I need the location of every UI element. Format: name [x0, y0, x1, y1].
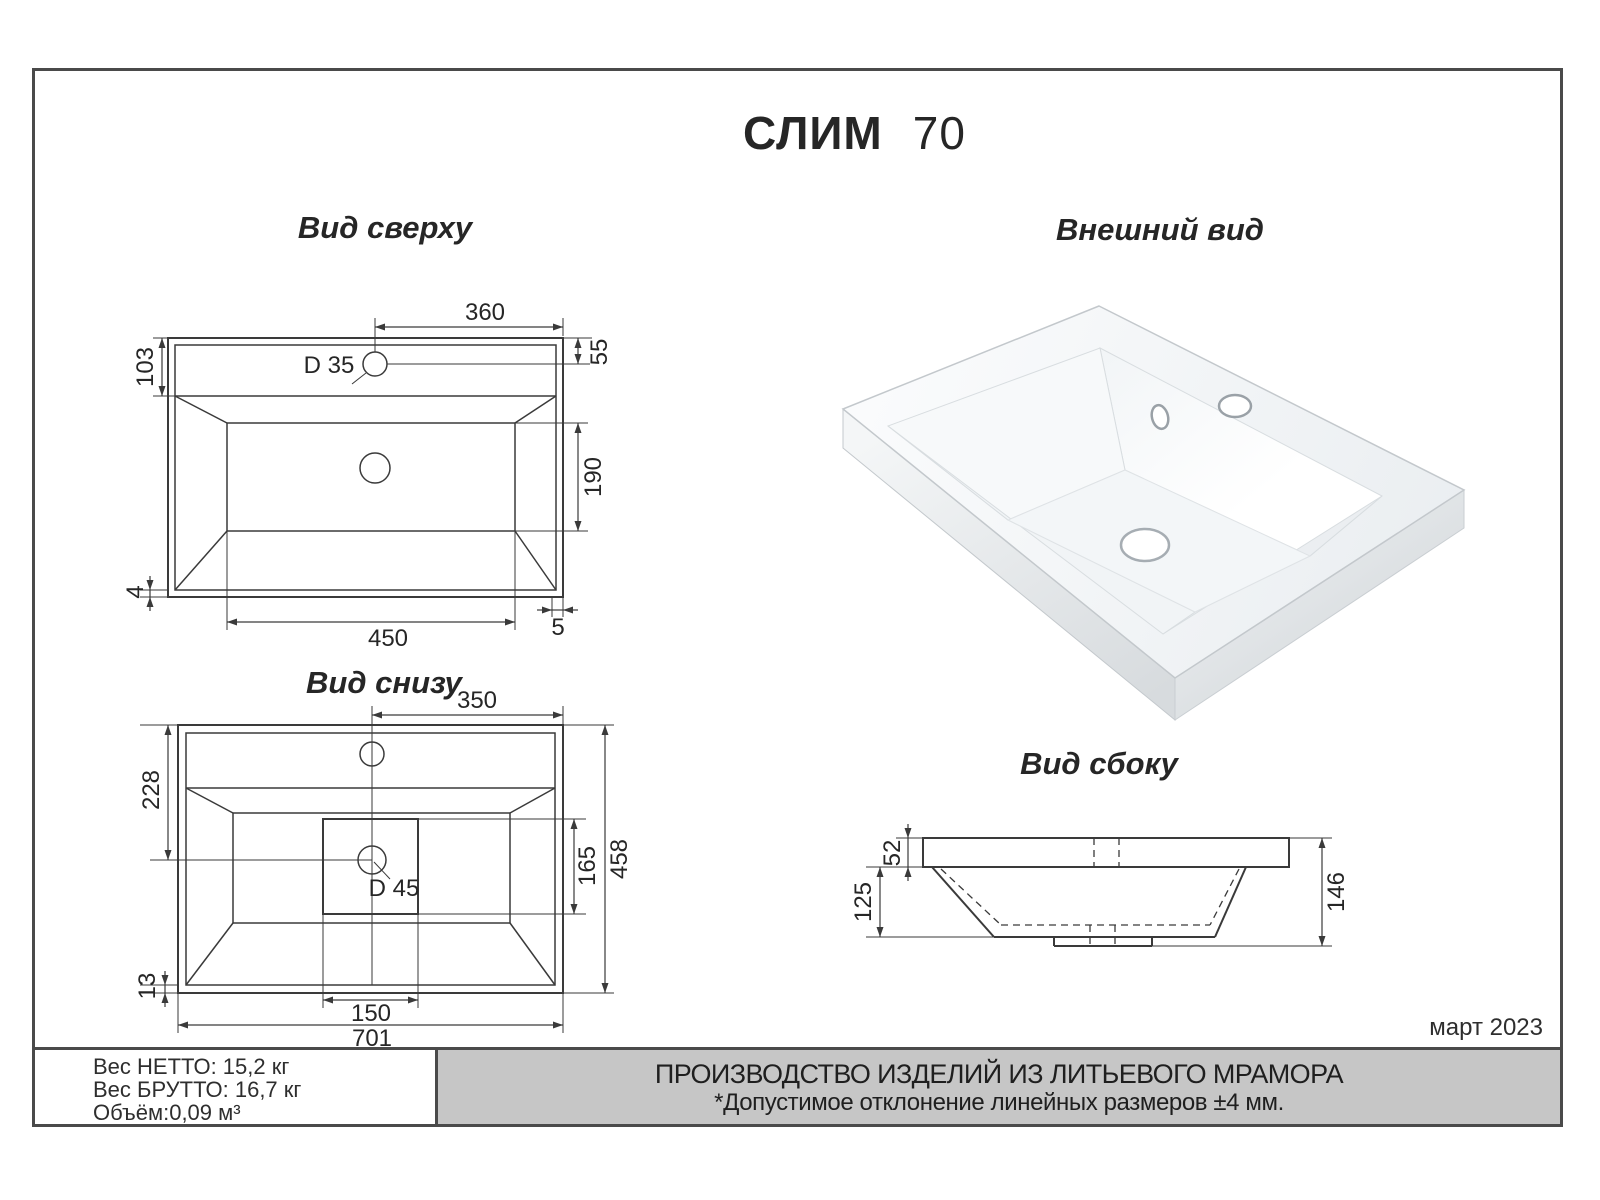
revision-date: март 2023 [1429, 1014, 1543, 1041]
banner-line-2: *Допустимое отклонение линейных размеров ±4 мм. [714, 1088, 1284, 1116]
title-block [35, 1047, 1560, 1124]
side-dim-52: 52 [879, 839, 906, 867]
bottom-dim-458: 458 [606, 838, 633, 880]
top-dim-d35: D 35 [303, 352, 355, 379]
product-title [743, 106, 966, 160]
bottom-dim-228: 228 [138, 769, 165, 811]
bottom-dim-150: 150 [350, 1000, 392, 1027]
gross-weight: Вес БРУТТО: 16,7 кг [93, 1077, 302, 1102]
top-dim-450: 450 [367, 625, 409, 652]
bottom-view-title: Вид снизу [306, 665, 462, 700]
top-view-title: Вид сверху [297, 210, 473, 245]
top-dim-5: 5 [551, 614, 565, 641]
external-view-title: Внешний вид [1056, 212, 1264, 247]
top-dim-103: 103 [132, 346, 159, 388]
bottom-dim-13: 13 [134, 972, 161, 1000]
bottom-dim-d45: D 45 [368, 875, 420, 902]
top-dim-55: 55 [586, 338, 613, 366]
product-size: 70 [912, 107, 966, 159]
banner-line-1: ПРОИЗВОДСТВО ИЗДЕЛИЙ ИЗ ЛИТЬЕВОГО МРАМОРА [654, 1058, 1344, 1089]
bottom-dim-165: 165 [574, 845, 601, 887]
weight-specs [35, 1050, 438, 1124]
side-dim-146: 146 [1323, 871, 1350, 913]
top-dim-360: 360 [464, 299, 506, 326]
net-weight: Вес НЕТТО: 15,2 кг [93, 1054, 290, 1079]
side-view-title: Вид сбоку [1020, 746, 1178, 781]
side-dim-125: 125 [850, 881, 877, 923]
top-dim-4: 4 [122, 585, 149, 599]
top-dim-190: 190 [580, 456, 607, 498]
volume: Объём:0,09 м³ [93, 1100, 241, 1125]
product-name: СЛИМ [743, 107, 883, 159]
bottom-dim-350: 350 [456, 687, 498, 714]
manufacturer-banner [438, 1050, 1560, 1124]
bottom-dim-701: 701 [351, 1025, 393, 1052]
